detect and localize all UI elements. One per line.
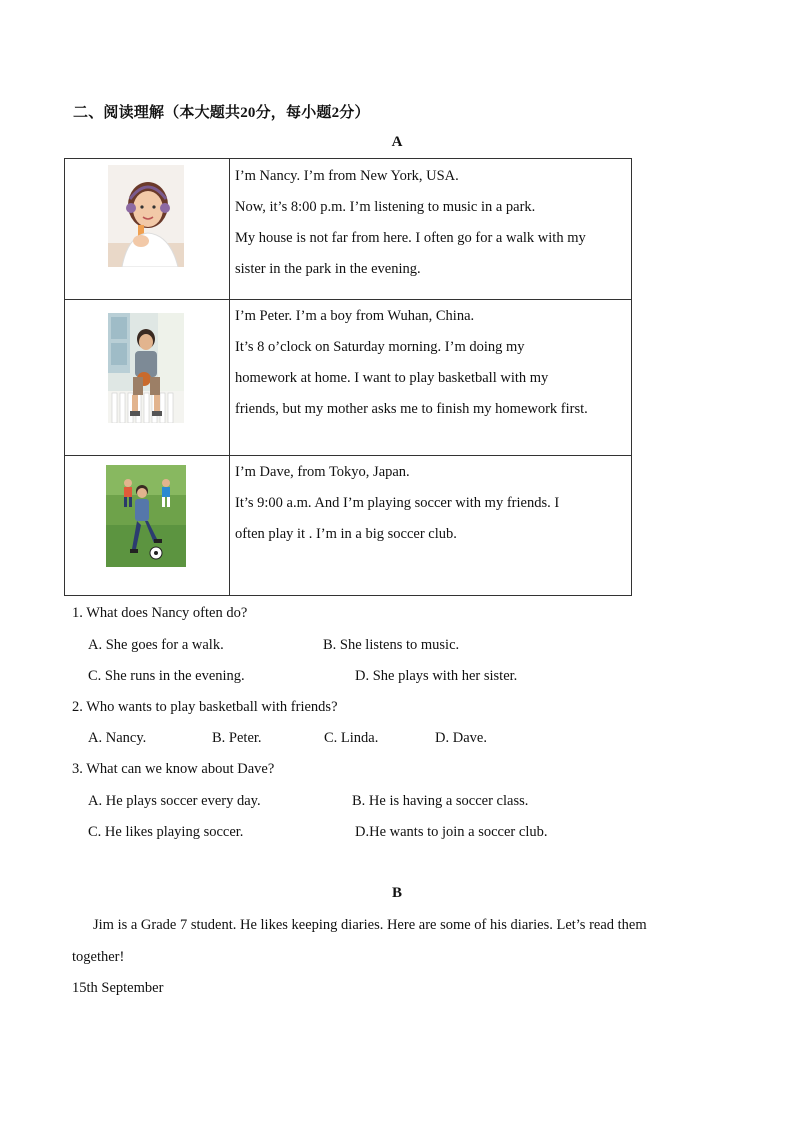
peter-line: homework at home. I want to play basketball with my [235,370,549,386]
girl-with-headphones-photo [108,165,184,267]
question-1-option-d: D. She plays with her sister. [355,668,518,684]
question-2-stem: 2. Who wants to play basketball with friends? [72,699,338,715]
question-3-stem: 3. What can we know about Dave? [72,761,275,777]
peter-line: friends, but my mother asks me to finish my homework first. [235,401,588,417]
dave-line: often play it . I’m in a big soccer club. [235,526,457,542]
boys-playing-soccer-photo [106,465,186,567]
question-1-option-a: A. She goes for a walk. [88,637,224,653]
question-1-option-c: C. She runs in the evening. [88,668,245,684]
question-2-option-a: A. Nancy. [88,730,147,746]
section-title: 二、阅读理解（本大题共20分，每小题2分） [73,105,370,121]
peter-text-cell [235,301,588,425]
passage-a-label: A [391,134,403,150]
question-2-option-d: D. Dave. [435,730,487,746]
table-row-divider [65,455,631,456]
nancy-line: sister in the park in the evening. [235,261,421,277]
boy-with-basketball-photo [108,313,184,423]
passage-b-intro-line: together! [72,949,125,965]
dave-line: It’s 9:00 a.m. And I’m playing soccer with my friends. I [235,495,560,511]
peter-line: I’m Peter. I’m a boy from Wuhan, China. [235,308,475,324]
nancy-text-cell [235,161,586,285]
passage-b-label: B [391,885,402,901]
question-3-option-a: A. He plays soccer every day. [88,793,261,809]
passage-b-intro-line: Jim is a Grade 7 student. He likes keeping diaries. Here are some of his diaries. Let’s read them [93,917,647,933]
question-3-option-c: C. He likes playing soccer. [88,824,244,840]
dave-line: I’m Dave, from Tokyo, Japan. [235,464,410,480]
question-1-option-b: B. She listens to music. [323,637,460,653]
diary-date: 15th September [72,980,164,996]
peter-line: It’s 8 o’clock on Saturday morning. I’m doing my [235,339,525,355]
question-3-option-d: D.He wants to join a soccer club. [355,824,548,840]
question-2-option-c: C. Linda. [324,730,379,746]
table-row-divider [65,299,631,300]
dave-text-cell [235,457,559,550]
table-divider [229,159,230,595]
passage-a-table [64,158,632,596]
nancy-line: Now, it’s 8:00 p.m. I’m listening to music in a park. [235,199,536,215]
nancy-line: I’m Nancy. I’m from New York, USA. [235,168,459,184]
question-2-option-b: B. Peter. [212,730,262,746]
question-3-option-b: B. He is having a soccer class. [352,793,529,809]
question-1-stem: 1. What does Nancy often do? [72,605,248,621]
nancy-line: My house is not far from here. I often go for a walk with my [235,230,586,246]
